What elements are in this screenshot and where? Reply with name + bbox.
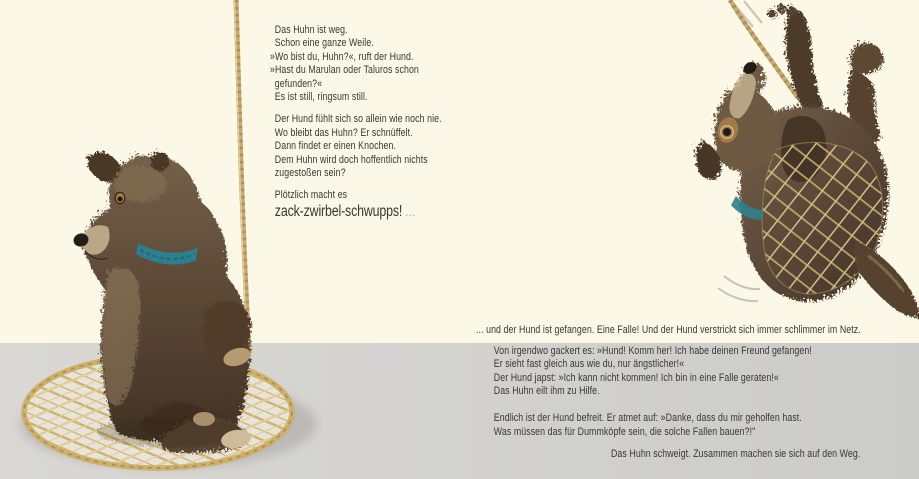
sound-word: zack-zwirbel-schwupps! xyxy=(274,202,403,220)
text-line: Von irgendwo gackert es: »Hund! Komm her! Ich habe deinen Freund gefangen! xyxy=(493,345,812,357)
text-line: Der Hund fühlt sich so allein wie noch nie. xyxy=(274,113,442,126)
right-illustration-dog-in-net xyxy=(690,0,919,330)
dog-tail-hanging xyxy=(851,238,918,316)
text-line: Das Huhn ist weg. xyxy=(274,24,348,36)
text-line: Was müssen das für Dummköpfe sein, die solche Fallen bauen?!" xyxy=(493,425,756,438)
text-line: gefunden?« xyxy=(274,77,323,90)
text-line: Endlich ist der Hund befreit. Er atmet auf: »Danke, dass du mir geholfen hast. xyxy=(493,412,802,425)
story-paragraph-1 xyxy=(270,24,534,104)
text-line: Dann findet er einen Knochen. xyxy=(274,140,397,153)
caption-line: ... und der Hund ist gefangen. Eine Falle! Und der Hund verstrickt sich immer schlimmer im Netz. xyxy=(476,324,861,336)
dog-raised-leg-left xyxy=(783,8,820,116)
dog-front-paw xyxy=(193,412,215,426)
story-text-left-page xyxy=(270,24,534,222)
text-line: Schon eine ganze Weile. xyxy=(274,37,374,50)
text-line: Es ist still, ringsum still. xyxy=(274,91,368,104)
closing-line: Das Huhn schweigt. Zusammen machen sie sich auf den Weg. xyxy=(611,448,861,460)
story-paragraph-2 xyxy=(270,113,534,180)
story-paragraph-4 xyxy=(489,345,905,399)
story-text-right-page xyxy=(489,345,905,439)
text-line: Das Huhn eilt ihm zu Hilfe. xyxy=(493,385,600,398)
text-line: »Hast du Marulan oder Taluros schon xyxy=(270,64,419,77)
story-paragraph-5 xyxy=(489,412,905,439)
dog-eye-pupil xyxy=(118,197,123,202)
text-line: Dem Huhn wird doch hoffentlich nichts xyxy=(274,153,428,166)
motion-lines-bottom xyxy=(718,276,760,301)
text-line: Wo bleibt das Huhn? Er schnüffelt. xyxy=(274,126,413,139)
dog-eye-upside xyxy=(723,128,731,136)
text-line: »Wo bist du, Huhn?«, ruft der Hund. xyxy=(270,50,414,63)
text-line: zugestoßen sein? xyxy=(274,167,346,180)
text-line: Plötzlich macht es xyxy=(274,189,348,202)
trailing-dots: ... xyxy=(405,206,417,219)
text-line: Der Hund japst: »Ich kann nicht kommen! Ich bin in eine Falle geraten!« xyxy=(493,371,779,384)
sound-word-line xyxy=(270,203,534,222)
dog-raised-paw-right xyxy=(847,40,880,71)
story-paragraph-3 xyxy=(270,189,534,221)
text-line: Er sieht fast gleich aus wie du, nur ängstlicher!« xyxy=(493,358,685,371)
